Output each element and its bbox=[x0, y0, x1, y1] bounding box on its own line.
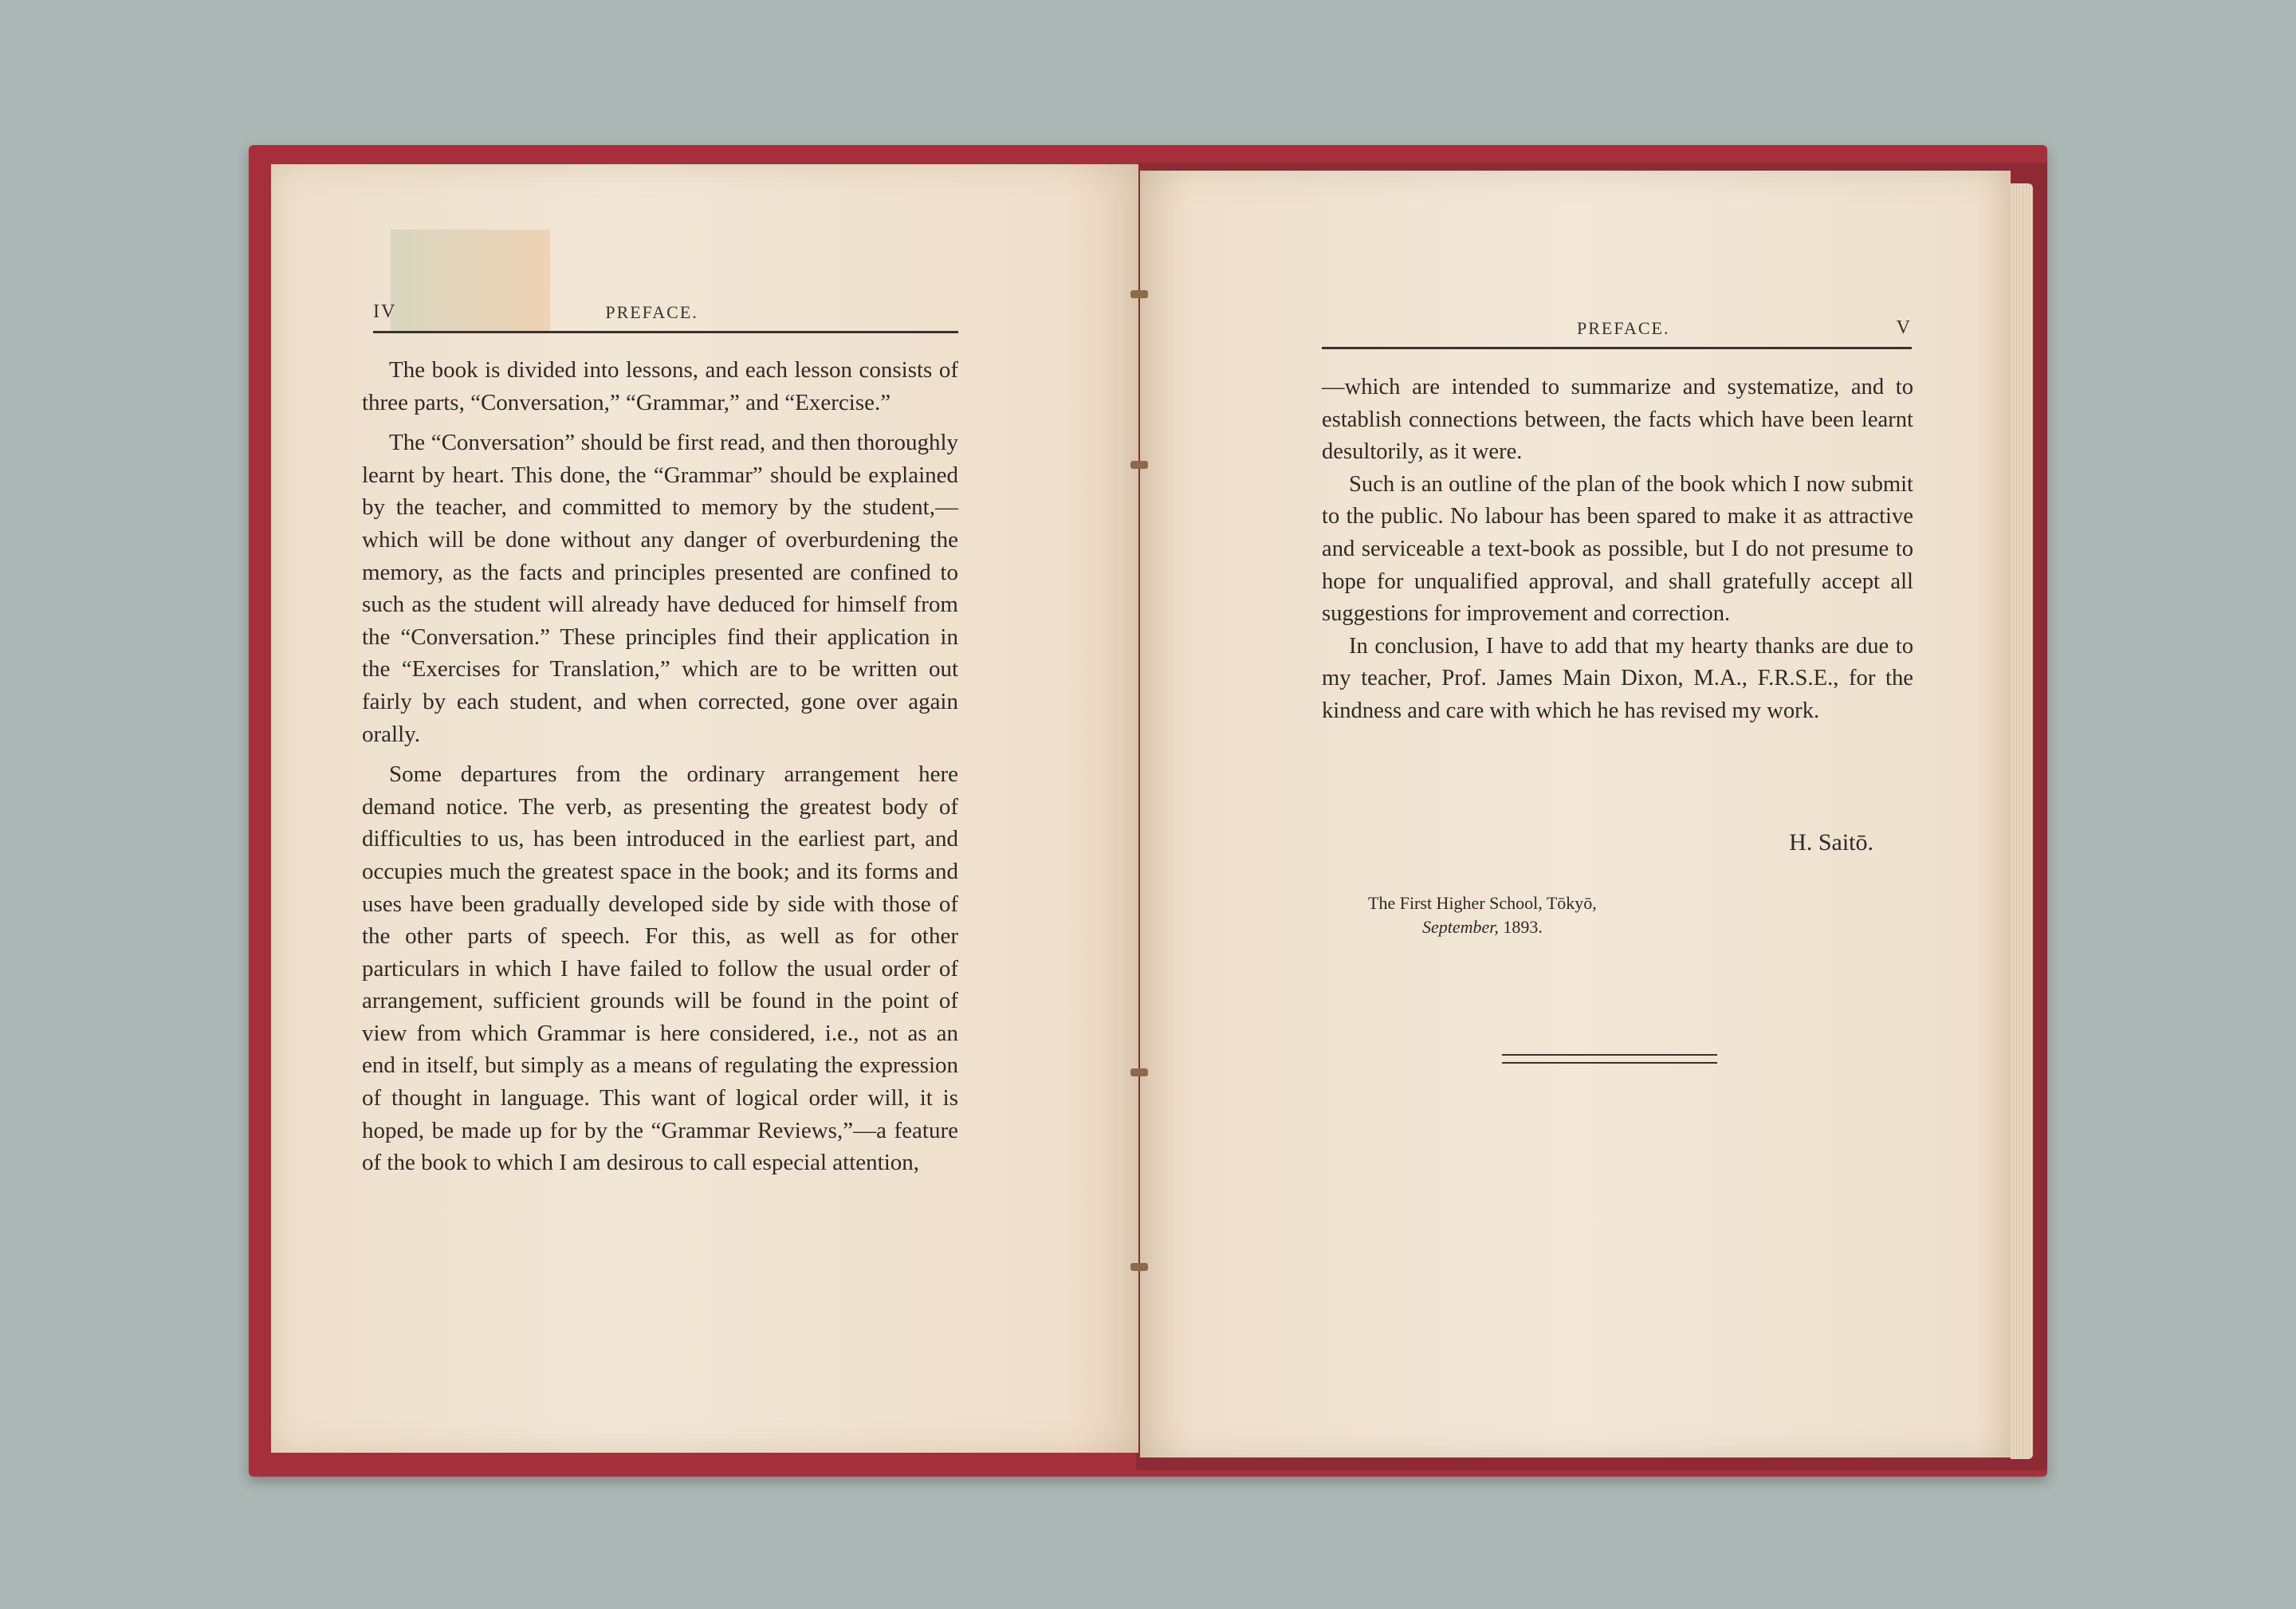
binding-stitch bbox=[1130, 290, 1148, 298]
left-page-text bbox=[362, 354, 958, 1179]
binding-stitch bbox=[1130, 1068, 1148, 1076]
paragraph: —which are intended to summarize and systematize, and to establish connections between, the facts which have been learnt desultorily, as it were. bbox=[1322, 375, 1913, 465]
paragraph: The book is divided into lessons, and each lesson consists of three parts, “Conversation,” “Grammar,” and “Exercise.” bbox=[362, 357, 958, 415]
running-title: PREFACE. bbox=[1577, 318, 1670, 338]
right-page bbox=[1140, 171, 2011, 1458]
page-number: IV bbox=[373, 301, 397, 322]
paragraph: The “Conversation” should be first read, and then thoroughly learnt by heart. This done, the “Grammar” should be explained by the teacher, and committed to memory by the student,—which will be done without any danger of overburdening the memory, as the facts and principles presented are confined to such as the student will already have deduced for himself from the “Conversation.” These principles find their application in the “Exercises for Translation,” which are to be written out fairly by each student, and when corrected, gone over again orally. bbox=[362, 430, 958, 747]
place-line: The First Higher School, Tōkyō, bbox=[1368, 893, 1597, 913]
closing-rule bbox=[1502, 1062, 1717, 1064]
author-signature: H. Saitō. bbox=[1789, 829, 1873, 856]
page-number: V bbox=[1896, 317, 1912, 338]
running-title: PREFACE. bbox=[605, 302, 698, 322]
place-and-date bbox=[1368, 891, 1597, 939]
paragraph: In conclusion, I have to add that my hearty thanks are due to my teacher, Prof. James Main Dixon, M.A., F.R.S.E., for the kindness and care with which he has revised my work. bbox=[1322, 633, 1913, 723]
closing-rule bbox=[1502, 1054, 1717, 1056]
date-year: 1893. bbox=[1503, 917, 1543, 937]
page-edges bbox=[2011, 183, 2033, 1459]
binding-stitch bbox=[1130, 461, 1148, 469]
right-running-header bbox=[1322, 317, 1912, 349]
right-page-text bbox=[1322, 372, 1913, 728]
date-line bbox=[1368, 915, 1597, 939]
left-running-header bbox=[373, 301, 958, 333]
binding-stitch bbox=[1130, 1263, 1148, 1271]
date-month: September, bbox=[1422, 917, 1499, 937]
paragraph: Some departures from the ordinary arrangement here demand notice. The verb, as presenting the greatest body of difficulties to us, has been introduced in the earliest part, and occupies much the greatest space in the book; and its forms and uses have been gradually developed side by side with those of the other parts of speech. For this, as well as for other particulars in which I have failed to follow the usual order of arrangement, sufficient grounds will be found in the point of view from which Grammar is here considered, i.e., not as an end in itself, but simply as a means of regulating the expression of thought in language. This want of logical order will, it is hoped, be made up for by the “Grammar Reviews,”—a feature of the book to which I am desirous to call especial attention, bbox=[362, 761, 958, 1176]
paragraph: Such is an outline of the plan of the book which I now submit to the public. No labour has been spared to make it as attractive and serviceable a text-book as possible, but I do not presume to hope for unqualified approval, and shall gratefully accept all suggestions for improvement and correction. bbox=[1322, 471, 1913, 627]
